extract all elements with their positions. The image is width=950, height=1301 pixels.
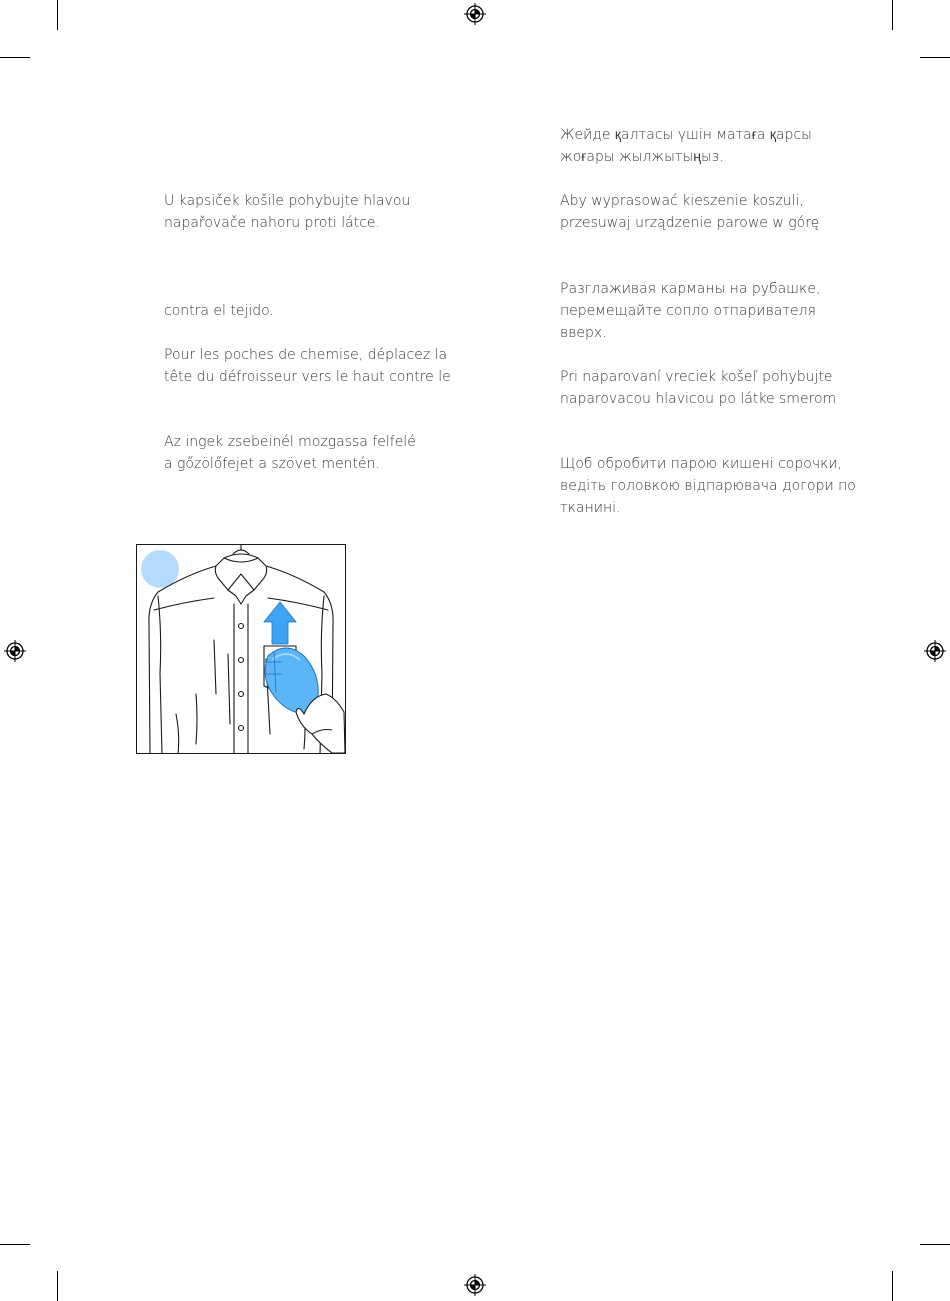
paragraph-polish: [560, 190, 819, 234]
paragraph-french: [164, 344, 451, 388]
crop-mark: [57, 1271, 58, 1301]
crop-mark: [0, 57, 30, 58]
shirt-pocket-steaming-illustration: [136, 544, 346, 754]
crop-mark: [57, 0, 58, 30]
text-line: Az ingek zsebeinél mozgassa felfelé: [164, 434, 416, 450]
step-circle: [141, 550, 179, 588]
text-line: вверх.: [560, 325, 607, 341]
paragraph-hungarian: [164, 431, 416, 475]
paragraph-russian: [560, 278, 820, 344]
text-line: Жейде қалтасы үшін матаға қарсы: [560, 127, 812, 143]
crop-mark: [920, 57, 950, 58]
text-line: Щоб обробити парою кишені сорочки,: [560, 456, 843, 472]
text-line: przesuwaj urządzenie parowe w górę: [560, 215, 820, 231]
paragraph-spanish: [164, 300, 274, 322]
registration-mark-icon: [464, 3, 486, 25]
text-line: U kapsiček košile pohybujte hlavou: [164, 193, 411, 209]
paragraph-czech: [164, 190, 410, 234]
text-line: naparovacou hlavicou po látke smerom: [560, 391, 837, 407]
crop-mark: [892, 1271, 893, 1301]
text-line: ведіть головкою відпарювача догори по: [560, 478, 856, 494]
text-line: Pri naparovaní vreciek košeľ pohybujte: [560, 369, 833, 385]
registration-mark-icon: [924, 640, 946, 662]
text-line: перемещайте сопло отпаривателя: [560, 303, 816, 319]
text-line: tête du défroisseur vers le haut contre le: [164, 369, 451, 385]
text-line: a gőzölőfejet a szövet mentén.: [164, 456, 380, 472]
text-line: жоғары жылжытыңыз.: [560, 149, 724, 165]
registration-mark-icon: [464, 1274, 486, 1296]
paragraph-kazakh: [560, 124, 812, 168]
text-line: napařovače nahoru proti látce.: [164, 215, 380, 231]
paragraph-ukrainian: [560, 453, 856, 519]
text-line: Разглаживая карманы на рубашке,: [560, 281, 821, 297]
paragraph-slovak: [560, 366, 836, 410]
text-line: тканині.: [560, 500, 621, 516]
text-line: Aby wyprasować kieszenie koszuli,: [560, 193, 804, 209]
crop-mark: [920, 1244, 950, 1245]
crop-mark: [0, 1244, 30, 1245]
registration-mark-icon: [4, 640, 26, 662]
text-line: Pour les poches de chemise, déplacez la: [164, 347, 448, 363]
crop-mark: [892, 0, 893, 30]
text-line: contra el tejido.: [164, 303, 274, 319]
